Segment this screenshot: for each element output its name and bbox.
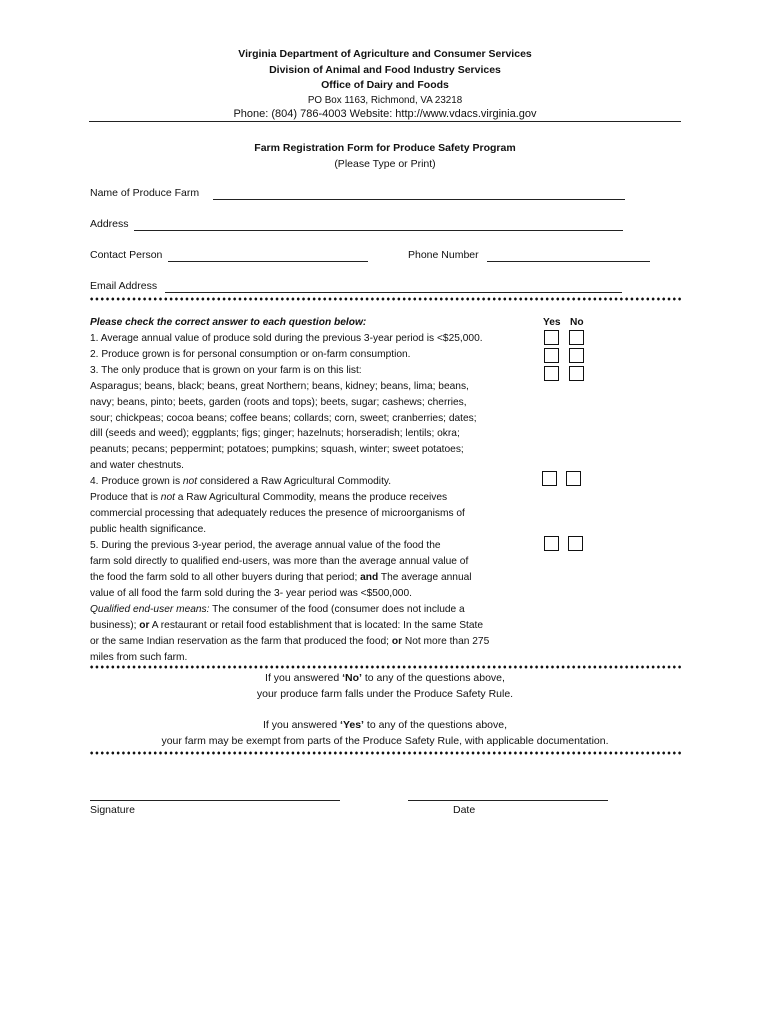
office-name: Office of Dairy and Foods <box>321 79 449 91</box>
form-title: Farm Registration Form for Produce Safety Program <box>254 142 516 154</box>
question-5-detail: business); or A restaurant or retail food establishment that is located: In the same State <box>90 620 483 631</box>
no-answer-note: If you answered ‘No’ to any of the questions above, <box>265 672 505 684</box>
q5-yes-checkbox[interactable] <box>544 536 559 551</box>
section-divider-top <box>89 297 681 301</box>
farm-name-field[interactable] <box>213 199 625 200</box>
q1-no-checkbox[interactable] <box>569 330 584 345</box>
q2-yes-checkbox[interactable] <box>544 348 559 363</box>
q3-yes-checkbox[interactable] <box>544 366 559 381</box>
email-address-field[interactable] <box>165 292 622 293</box>
question-4: 4. Produce grown is not considered a Raw Agricultural Commodity. <box>90 476 392 487</box>
question-3: 3. The only produce that is grown on your farm is on this list: <box>90 365 362 376</box>
header-divider <box>89 121 681 122</box>
q4-yes-checkbox[interactable] <box>542 471 557 486</box>
q5-no-checkbox[interactable] <box>568 536 583 551</box>
q1-yes-checkbox[interactable] <box>544 330 559 345</box>
address-field[interactable] <box>134 230 623 231</box>
produce-list-line: dill (seeds and weed); eggplants; figs; ginger; hazelnuts; horseradish; lentils; okra; <box>90 428 460 439</box>
question-4-detail: Produce that is not a Raw Agricultural Commodity, means the produce receives <box>90 492 448 503</box>
farm-name-label: Name of Produce Farm <box>90 187 200 199</box>
question-2: 2. Produce grown is for personal consumption or on-farm consumption. <box>90 349 411 360</box>
qualified-end-user-definition: Qualified end-user means: The consumer of the food (consumer does not include a <box>90 604 465 615</box>
question-4-detail: commercial processing that adequately reduces the presence of microorganisms of <box>90 508 465 519</box>
phone-number-field[interactable] <box>487 261 650 262</box>
q2-no-checkbox[interactable] <box>569 348 584 363</box>
date-field[interactable] <box>408 800 608 801</box>
yes-answer-note: If you answered ‘Yes’ to any of the questions above, <box>262 719 508 731</box>
signature-label: Signature <box>90 804 135 816</box>
agency-name: Virginia Department of Agriculture and Consumer Services <box>238 48 532 60</box>
produce-list-line: navy; beans, pinto; beets, garden (roots and tops); beets, sugar; cashews; cherries, <box>90 397 467 408</box>
yes-answer-note-line2: your farm may be exempt from parts of the Produce Safety Rule, with applicable documentation. <box>161 735 609 747</box>
q3-no-checkbox[interactable] <box>569 366 584 381</box>
form-subtitle: (Please Type or Print) <box>334 158 436 170</box>
section-divider-bottom <box>89 751 681 755</box>
question-1: 1. Average annual value of produce sold during the previous 3-year period is <$25,000. <box>90 333 483 344</box>
address-label: Address <box>90 218 129 230</box>
q4-no-checkbox[interactable] <box>566 471 581 486</box>
contact-person-label: Contact Person <box>90 249 163 261</box>
division-name: Division of Animal and Food Industry Services <box>269 64 501 76</box>
instruction-text: Please check the correct answer to each question below: <box>90 317 367 328</box>
question-5-detail: value of all food the farm sold during the 3- year period was <$500,000. <box>90 588 412 599</box>
contact-info: Phone: (804) 786-4003 Website: http://www.vdacs.virginia.gov <box>233 108 537 120</box>
mailing-address: PO Box 1163, Richmond, VA 23218 <box>307 95 463 106</box>
contact-person-field[interactable] <box>168 261 368 262</box>
email-address-label: Email Address <box>90 280 158 292</box>
phone-number-label: Phone Number <box>408 249 479 261</box>
produce-list-line: Asparagus; beans, black; beans, great Northern; beans, kidney; beans, lima; beans, <box>90 381 469 392</box>
produce-list-line: sour; chickpeas; cocoa beans; coffee beans; collards; corn, sweet; cranberries; dates; <box>90 413 477 424</box>
no-answer-note-line2: your produce farm falls under the Produce Safety Rule. <box>256 688 514 700</box>
signature-field[interactable] <box>90 800 340 801</box>
date-label: Date <box>453 804 476 816</box>
question-5-detail: or the same Indian reservation as the farm that produced the food; or Not more than 275 <box>90 636 490 647</box>
produce-list-line: and water chestnuts. <box>90 460 185 471</box>
question-5-detail: miles from such farm. <box>90 652 188 663</box>
section-divider-middle <box>89 665 681 669</box>
no-column-header: No <box>570 317 584 328</box>
question-5: 5. During the previous 3-year period, the average annual value of the food the <box>90 540 441 551</box>
question-5-detail: farm sold directly to qualified end-users, was more than the average annual value of <box>90 556 469 567</box>
produce-list-line: peanuts; pecans; peppermint; potatoes; pumpkins; squash, winter; sweet potatoes; <box>90 444 464 455</box>
yes-column-header: Yes <box>543 317 561 328</box>
question-4-detail: public health significance. <box>90 524 207 535</box>
question-5-detail: the food the farm sold to all other buyers during that period; and The average annual <box>90 572 472 583</box>
